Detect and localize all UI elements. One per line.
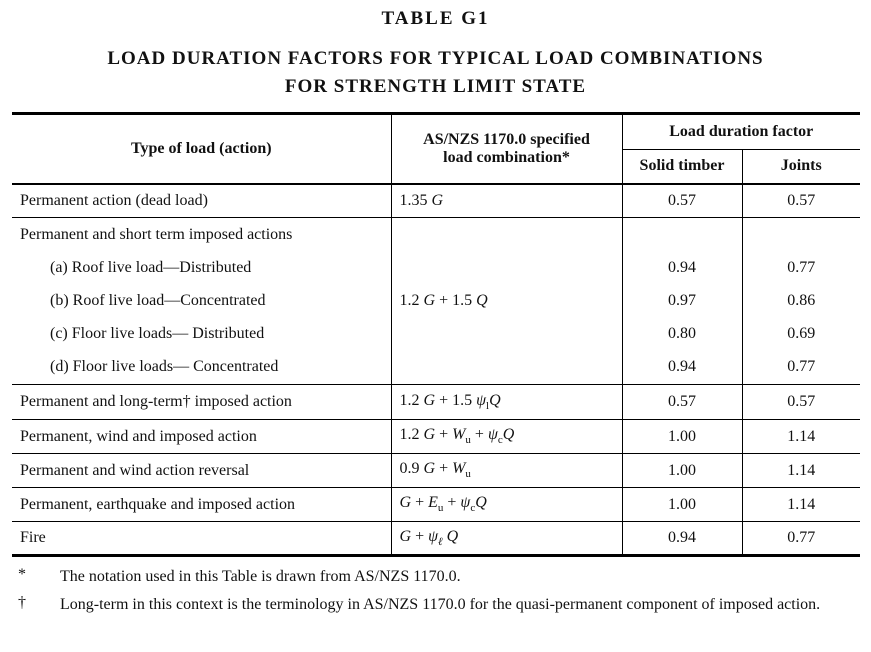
row-label: (b) Roof live load—Concentrated bbox=[50, 292, 266, 309]
row-joints: 0.77 bbox=[742, 351, 860, 385]
table-title-line2: FOR STRENGTH LIMIT STATE bbox=[284, 76, 587, 97]
header-load-duration-factor: Load duration factor bbox=[622, 114, 860, 150]
table-row bbox=[12, 385, 860, 420]
row-combination: 1.2 G + 1.5 Q bbox=[391, 218, 622, 385]
row-combination: 1.2 G + 1.5 $\psi_lQ$ bbox=[391, 385, 622, 420]
row-joints: 1.14 bbox=[742, 420, 860, 454]
row-joints: 0.86 bbox=[742, 285, 860, 318]
row-label: Permanent and short term imposed actions bbox=[20, 225, 293, 243]
row-joints: 0.77 bbox=[742, 522, 860, 556]
row-solid-timber: 1.00 bbox=[622, 420, 742, 454]
row-solid-timber: 0.94 bbox=[622, 252, 742, 285]
row-combination: 1.35 G bbox=[391, 184, 622, 218]
row-label: (d) Floor live loads— Concentrated bbox=[12, 351, 391, 385]
row-label: Fire bbox=[20, 529, 46, 546]
row-solid-timber: 0.80 bbox=[622, 318, 742, 351]
row-combination: $G + \psi_\ell$ Q bbox=[391, 522, 622, 556]
row-label: Permanent, earthquake and imposed action bbox=[12, 488, 391, 522]
row-joints: 0.77 bbox=[742, 252, 860, 285]
footnote-text: Long-term in this context is the terminology in AS/NZS 1170.0 for the quasi-permanent component of imposed action. bbox=[60, 596, 821, 613]
table-row bbox=[12, 420, 860, 454]
row-joints: 0.57 bbox=[742, 184, 860, 218]
footnote-text: The notation used in this Table is drawn from AS/NZS 1170.0. bbox=[60, 568, 461, 585]
row-solid-timber: 0.57 bbox=[622, 385, 742, 420]
header-combination-line2: load combination* bbox=[443, 148, 570, 166]
header-load-combination bbox=[391, 114, 622, 184]
header-combination-line1: AS/NZS 1170.0 specified bbox=[423, 130, 590, 148]
table-row bbox=[12, 488, 860, 522]
row-joints: 0.57 bbox=[742, 385, 860, 420]
table-number: TABLE G1 bbox=[381, 8, 490, 29]
row-label: Permanent, wind and imposed action bbox=[12, 420, 391, 454]
load-duration-table bbox=[12, 112, 860, 557]
header-joints: Joints bbox=[742, 150, 860, 184]
row-joints: 1.14 bbox=[742, 488, 860, 522]
row-label: (c) Floor live loads— Distributed bbox=[50, 325, 265, 342]
footnote-mark: † bbox=[18, 594, 26, 611]
table-row bbox=[12, 218, 860, 252]
row-label: Permanent and wind action reversal bbox=[12, 454, 391, 488]
row-solid-timber: 0.57 bbox=[622, 184, 742, 218]
table-row bbox=[12, 522, 860, 556]
row-label: Permanent and long-term† imposed action bbox=[12, 385, 391, 420]
row-solid-timber: 1.00 bbox=[622, 488, 742, 522]
row-joints: 0.69 bbox=[742, 318, 860, 351]
row-solid-timber: 0.94 bbox=[622, 351, 742, 385]
header-solid-timber: Solid timber bbox=[622, 150, 742, 184]
table-row bbox=[12, 184, 860, 218]
row-solid-timber: 0.94 bbox=[622, 522, 742, 556]
row-combination: 1.2 $G + W_u + \psi_cQ$ bbox=[391, 420, 622, 454]
header-type-of-load: Type of load (action) bbox=[12, 114, 391, 184]
row-solid-timber: 0.97 bbox=[622, 285, 742, 318]
row-label: Permanent action (dead load) bbox=[12, 184, 391, 218]
table-row bbox=[12, 454, 860, 488]
row-solid-timber: 1.00 bbox=[622, 454, 742, 488]
table-title-line1: LOAD DURATION FACTORS FOR TYPICAL LOAD COMBINATIONS bbox=[107, 48, 764, 69]
row-combination: 0.9 $G + W_u$ bbox=[391, 454, 622, 488]
row-combination: $G + E_u + \psi_cQ$ bbox=[391, 488, 622, 522]
row-label: (a) Roof live load—Distributed bbox=[50, 259, 252, 276]
row-joints: 1.14 bbox=[742, 454, 860, 488]
footnote-mark: * bbox=[18, 566, 26, 583]
